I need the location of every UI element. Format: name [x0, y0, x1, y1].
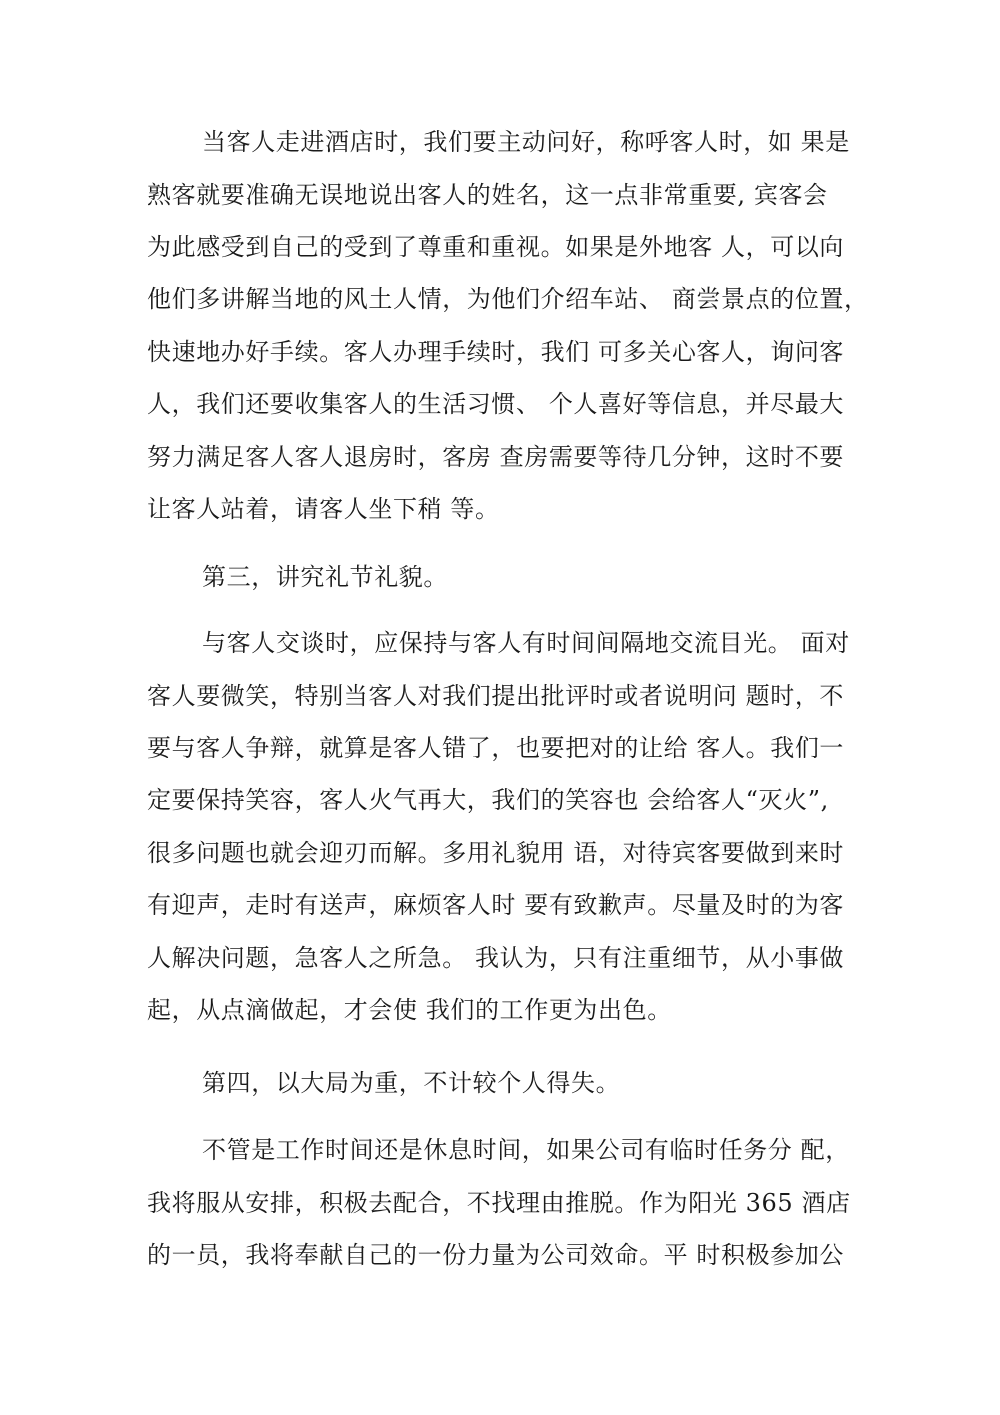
text-line: 有迎声，走时有送声，麻烦客人时 要有致歉声。尽量及时的为客: [147, 891, 845, 919]
text-line: 定要保持笑容，客人火气再大，我们的笑容也 会给客人“灭火”,: [147, 786, 829, 814]
text-line: 与客人交谈时，应保持与客人有时间间隔地交流目光。 面对: [202, 629, 850, 657]
text-line: 当客人走进酒店时，我们要主动问好，称呼客人时，如 果是: [202, 128, 850, 156]
text-line: 为此感受到自己的受到了尊重和重视。如果是外地客 人，可以向: [147, 233, 845, 261]
text-line: 客人要微笑，特别当客人对我们提出批评时或者说明问 题时，不: [147, 682, 845, 710]
text-line: 我将服从安排，积极去配合，不找理由推脱。作为阳光 365 酒店: [147, 1189, 851, 1217]
text-line: 起，从点滴做起，才会使 我们的工作更为出色。: [147, 996, 672, 1024]
text-line: 努力满足客人客人退房时，客房 查房需要等待几分钟，这时不要: [147, 443, 845, 471]
section-heading-third: 第三，讲究礼节礼貌。: [202, 563, 448, 591]
text-line: 要与客人争辩，就算是客人错了，也要把对的让给 客人。我们一: [147, 734, 845, 762]
text-line: 熟客就要准确无误地说出客人的姓名，这一点非常重要, 宾客会: [147, 181, 828, 209]
text-line: 人，我们还要收集客人的生活习惯、 个人喜好等信息，并尽最大: [147, 390, 845, 418]
text-line: 他们多讲解当地的风土人情，为他们介绍车站、 商尝景点的位置，: [147, 285, 869, 313]
text-line: 很多问题也就会迎刃而解。多用礼貌用 语，对待宾客要做到来时: [147, 839, 845, 867]
text-line: 快速地办好手续。客人办理手续时，我们 可多关心客人，询问客: [147, 338, 845, 366]
text-line: 不管是工作时间还是休息时间，如果公司有临时任务分 配，: [202, 1136, 850, 1164]
section-heading-fourth: 第四，以大局为重，不计较个人得失。: [202, 1069, 621, 1097]
text-line: 人解决问题，急客人之所急。 我认为，只有注重细节，从小事做: [147, 944, 845, 972]
text-line: 让客人站着，请客人坐下稍 等。: [147, 495, 500, 523]
text-line: 的一员，我将奉献自己的一份力量为公司效命。平 时积极参加公: [147, 1241, 845, 1269]
